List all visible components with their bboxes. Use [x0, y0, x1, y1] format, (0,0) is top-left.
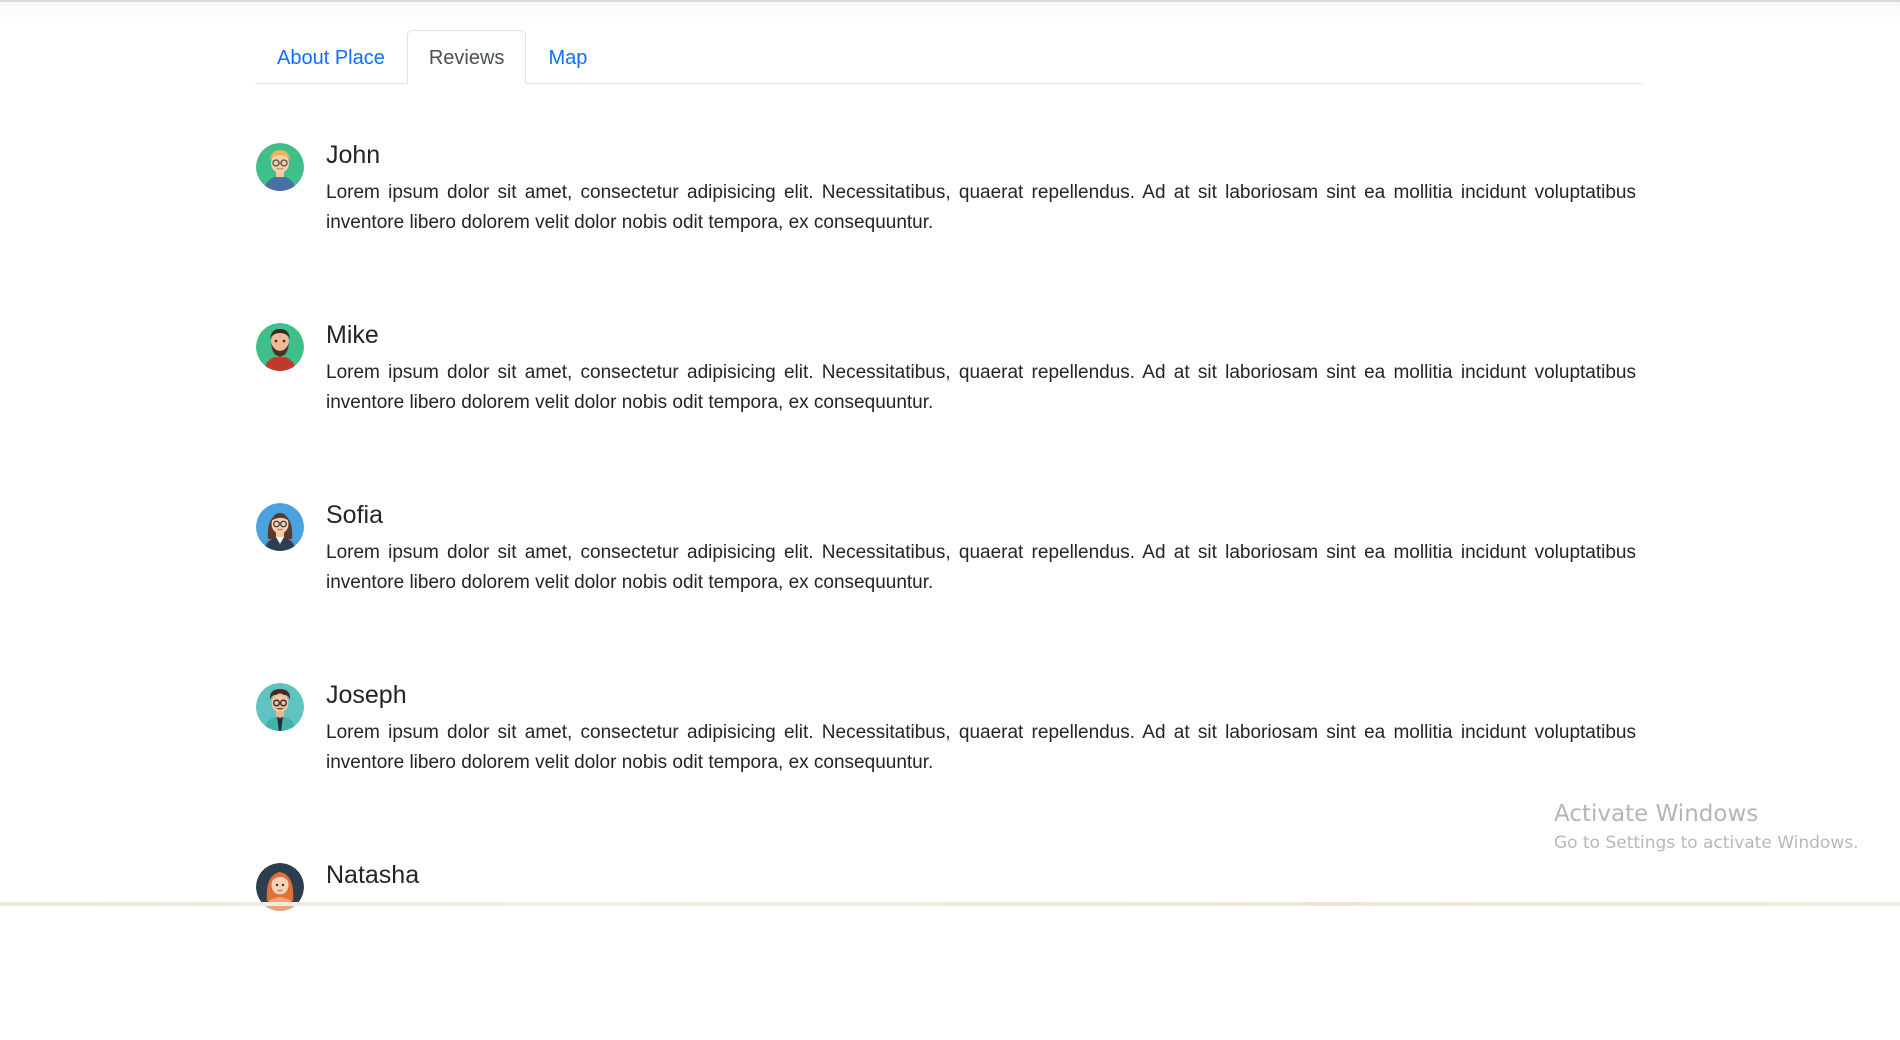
review-item [255, 860, 1643, 1040]
review-body [326, 140, 1636, 238]
window-bottom-border [0, 902, 1900, 906]
tab-about-place[interactable]: About Place [277, 47, 385, 69]
tab-map[interactable]: Map [548, 47, 588, 69]
avatar-woman-glasses-icon [256, 503, 304, 551]
review-text: Lorem ipsum dolor sit amet, consectetur adipisicing elit. Necessitatibus, quaerat repellendus. Ad at sit laboriosam sint ea mollitia incidunt voluptatibus inventore libero dolorem velit dolor nobis odit tempora, ex consequuntur. [326, 362, 1636, 413]
activate-windows-watermark [1554, 799, 1859, 857]
tab-reviews[interactable]: Reviews [407, 30, 527, 84]
header-shadow-band [0, 2, 1900, 26]
watermark-title: Activate Windows [1554, 801, 1759, 827]
avatar-man-tie-icon [256, 683, 304, 731]
place-details [255, 30, 1643, 889]
review-body [326, 860, 1636, 898]
review-item [255, 500, 1643, 680]
review-text: Lorem ipsum dolor sit amet, consectetur adipisicing elit. Necessitatibus, quaerat repellendus. Ad at sit laboriosam sint ea mollitia incidunt voluptatibus inventore libero dolorem velit dolor nobis odit tempora, ex consequuntur. [326, 182, 1636, 233]
watermark-subtitle: Go to Settings to activate Windows. [1554, 833, 1859, 853]
reviewer-name: John [326, 141, 381, 169]
avatar-man-beard-icon [256, 323, 304, 371]
review-item [255, 680, 1643, 860]
avatar-man-glasses-icon [256, 143, 304, 191]
review-text: Lorem ipsum dolor sit amet, consectetur adipisicing elit. Necessitatibus, quaerat repellendus. Ad at sit laboriosam sint ea mollitia incidunt voluptatibus inventore libero dolorem velit dolor nobis odit tempora, ex consequuntur. [326, 542, 1636, 593]
review-body [326, 680, 1636, 778]
review-text: Lorem ipsum dolor sit amet, consectetur adipisicing elit. Necessitatibus, quaerat repellendus. Ad at sit laboriosam sint ea mollitia incidunt voluptatibus inventore libero dolorem velit dolor nobis odit tempora, ex consequuntur. [326, 722, 1636, 773]
reviewer-name: Joseph [326, 681, 407, 709]
reviewer-name: Sofia [326, 501, 383, 529]
review-body [326, 320, 1636, 418]
review-item [255, 320, 1643, 500]
review-item [255, 140, 1643, 320]
reviewer-name: Mike [326, 321, 379, 349]
tab-bar [255, 30, 1643, 84]
review-body [326, 500, 1636, 598]
reviewer-name: Natasha [326, 861, 420, 889]
